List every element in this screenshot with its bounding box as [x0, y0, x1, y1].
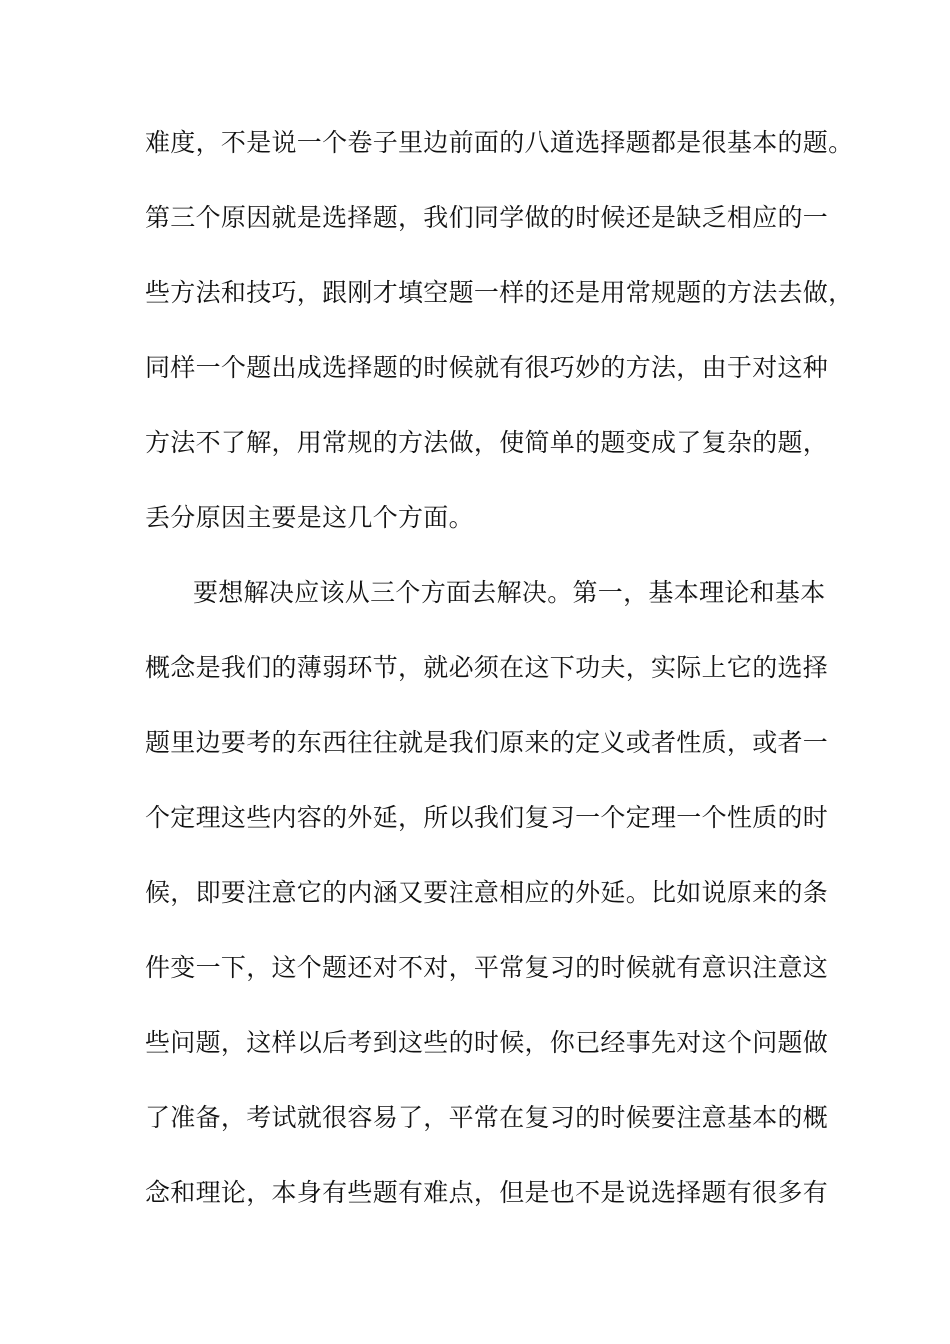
text-line: 难度，不是说一个卷子里边前面的八道选择题都是很基本的题。 [145, 128, 854, 157]
text-line: 第三个原因就是选择题，我们同学做的时候还是缺乏相应的一 [145, 203, 829, 232]
text-line: 个定理这些内容的外延，所以我们复习一个定理一个性质的时 [145, 803, 829, 832]
text-line: 题里边要考的东西往往就是我们原来的定义或者性质，或者一 [145, 728, 829, 757]
text-line: 丢分原因主要是这几个方面。 [145, 503, 474, 532]
paragraph-1 [145, 118, 854, 568]
text-line: 了准备，考试就很容易了，平常在复习的时候要注意基本的概 [145, 1103, 829, 1132]
text-line: 念和理论，本身有些题有难点，但是也不是说选择题有很多有 [145, 1178, 829, 1207]
text-line: 些问题，这样以后考到这些的时候，你已经事先对这个问题做 [145, 1028, 829, 1057]
body-text [145, 118, 854, 1243]
text-line: 同样一个题出成选择题的时候就有很巧妙的方法，由于对这种 [145, 353, 829, 382]
text-line: 件变一下，这个题还对不对，平常复习的时候就有意识注意这 [145, 953, 829, 982]
text-line: 些方法和技巧，跟刚才填空题一样的还是用常规题的方法去做， [145, 278, 854, 307]
paragraph-2 [145, 568, 835, 1243]
text-line: 方法不了解，用常规的方法做，使简单的题变成了复杂的题， [145, 428, 829, 457]
text-line: 概念是我们的薄弱环节，就必须在这下功夫，实际上它的选择 [145, 653, 829, 682]
text-line: 候，即要注意它的内涵又要注意相应的外延。比如说原来的条 [145, 878, 829, 907]
text-line-indented: 要想解决应该从三个方面去解决。第一，基本理论和基本 [193, 578, 826, 607]
